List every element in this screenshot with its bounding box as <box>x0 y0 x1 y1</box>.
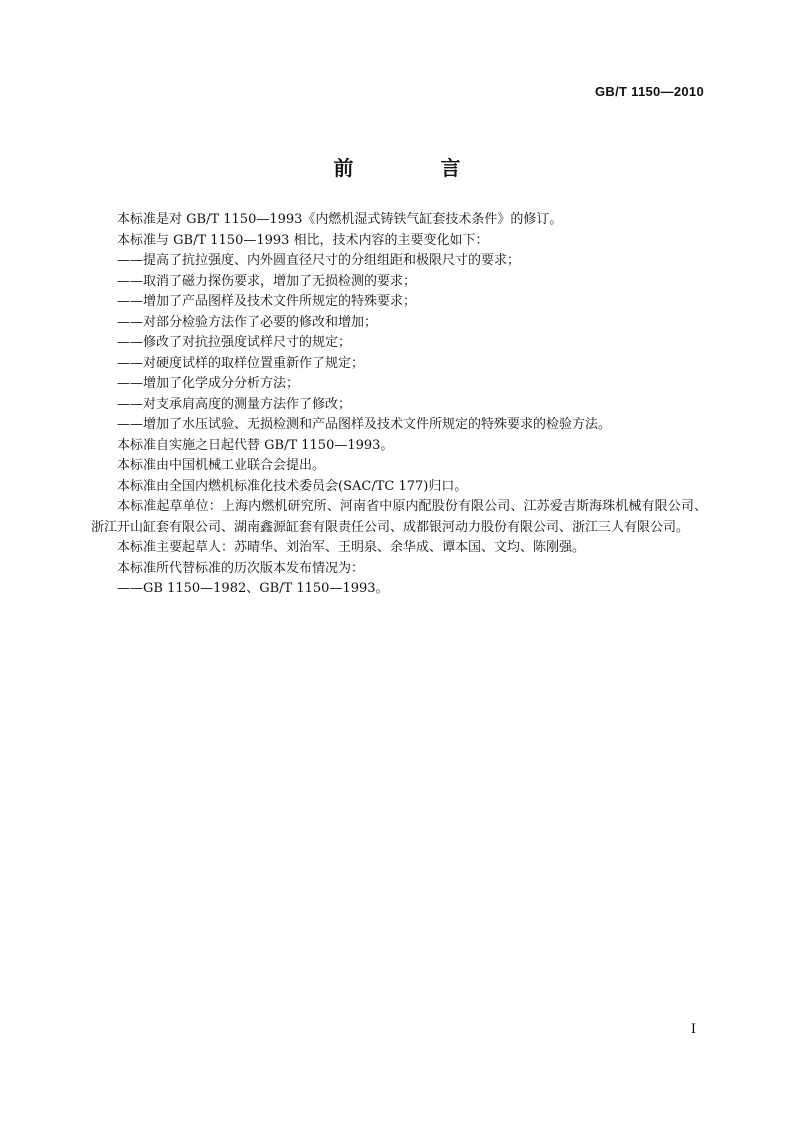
change-list-item: ——提高了抗拉强度、内外圆直径尺寸的分组组距和极限尺寸的要求； <box>117 253 521 268</box>
change-list-item: ——增加了水压试验、无损检测和产品图样及技术文件所规定的特殊要求的检验方法。 <box>117 417 612 432</box>
change-list-item: ——增加了化学成分分析方法； <box>117 376 300 391</box>
foreword-paragraph: 本标准自实施之日起代替 GB/T 1150—1993。 <box>117 437 394 453</box>
foreword-paragraph: 本标准是对 GB/T 1150—1993《内燃机湿式铸铁气缸套技术条件》的修订。 <box>117 212 563 227</box>
change-list-item: ——对部分检验方法作了必要的修改和增加； <box>117 314 378 330</box>
foreword-body <box>91 210 707 600</box>
page-title: 前 言 <box>333 156 501 180</box>
previous-editions: ——GB 1150—1982、GB/T 1150—1993。 <box>117 581 389 596</box>
change-list-item: ——对硬度试样的取样位置重新作了规定； <box>117 355 365 371</box>
foreword-paragraph: 本标准由全国内燃机标准化技术委员会(SAC/TC 177)归口。 <box>117 478 468 494</box>
foreword-paragraph: 本标准由中国机械工业联合会提出。 <box>117 458 326 473</box>
change-list-item: ——取消了磁力探伤要求，增加了无损检测的要求； <box>117 273 417 289</box>
page-number: I <box>690 1022 696 1037</box>
main-drafters: 本标准主要起草人：苏晴华、刘治军、王明泉、余华成、谭本国、文均、陈刚强。 <box>117 540 586 555</box>
change-list-item: ——修改了对抗拉强度试样尺寸的规定； <box>117 335 352 350</box>
change-list-item: ——对支承肩高度的测量方法作了修改； <box>117 396 352 412</box>
foreword-paragraph: 本标准所代替标准的历次版本发布情况为： <box>117 560 365 576</box>
change-list-item: ——增加了产品图样及技术文件所规定的特殊要求； <box>117 294 417 309</box>
standard-code: GB/T 1150—2010 <box>595 84 704 99</box>
drafting-organizations: 本标准起草单位：上海内燃机研究所、河南省中原内配股份有限公司、江苏爱吉斯海珠机械有限公司、浙江开山缸套有限公司、湖南鑫源缸套有限责任公司、成都银河动力股份有限公司、浙江三人有限公司。 <box>91 499 707 535</box>
foreword-paragraph: 本标准与 GB/T 1150—1993 相比，技术内容的主要变化如下： <box>117 232 489 248</box>
